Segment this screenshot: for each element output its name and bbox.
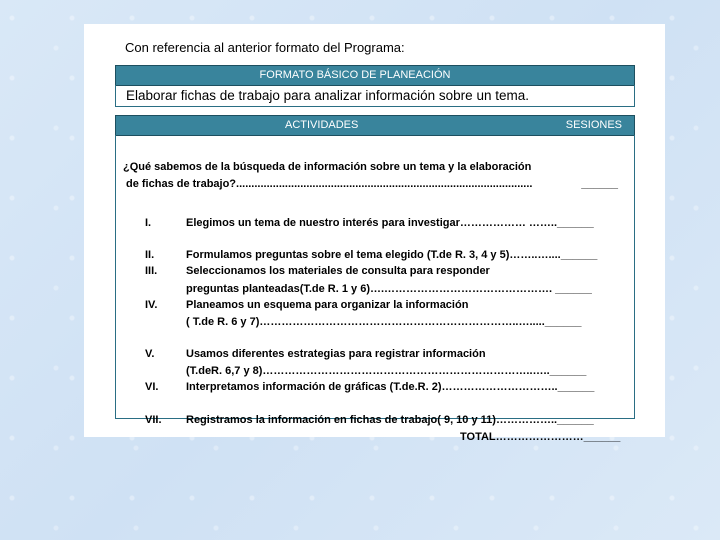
item-text-continued: preguntas planteadas(T.de R. 1 y 6)….………………………………………. ______ xyxy=(186,283,592,295)
item-text: Registramos la información en fichas de trabajo( 9, 10 y 11)……………..______ xyxy=(186,414,594,426)
item-number: III. xyxy=(145,265,158,277)
objective-text: Elaborar fichas de trabajo para analizar información sobre un tema. xyxy=(126,88,529,103)
item-number: IV. xyxy=(145,299,158,311)
activities-table xyxy=(115,135,635,443)
item-number: VII. xyxy=(145,414,162,426)
item-number: I. xyxy=(145,217,152,229)
format-banner-title: FORMATO BÁSICO DE PLANEACIÓN xyxy=(259,69,451,81)
guiding-question xyxy=(123,159,628,193)
question-blank: ______ xyxy=(581,178,618,190)
format-banner xyxy=(115,65,635,86)
slide xyxy=(84,24,665,443)
header-activities: ACTIVIDADES xyxy=(285,119,359,131)
item-text: Interpretamos información de gráficas (T.de.R. 2)…………………………..______ xyxy=(186,381,595,393)
header-sessions: SESIONES xyxy=(565,119,622,131)
item-text: Elegimos un tema de nuestro interés para investigar……………… ……..______ xyxy=(186,217,594,229)
question-line-1: ¿Qué sabemos de la búsqueda de información sobre un tema y la elaboración xyxy=(123,161,532,173)
item-number: VI. xyxy=(145,381,159,393)
intro-text: Con referencia al anterior formato del Programa: xyxy=(125,40,405,55)
item-number: II. xyxy=(145,249,155,261)
question-line-2 xyxy=(123,176,628,193)
objective-box xyxy=(115,85,635,107)
total-line: TOTAL……………………______ xyxy=(460,431,621,443)
item-text-continued: (T.deR. 6,7 y 8)………………………………………………………………..…..______ xyxy=(186,365,587,377)
item-text: Seleccionamos los materiales de consulta para responder xyxy=(186,265,490,277)
question-line-2-text: de fichas de trabajo?................................................................................................. xyxy=(126,178,533,190)
item-number: V. xyxy=(145,348,155,360)
item-text: Usamos diferentes estrategias para registrar información xyxy=(186,348,486,360)
item-text: Formulamos preguntas sobre el tema elegido (T.de R. 3, 4 y 5)……..…....______ xyxy=(186,249,598,261)
item-text-continued: ( T.de R. 6 y 7)……………………………………………………………..….....______ xyxy=(186,316,582,328)
item-text: Planeamos un esquema para organizar la información xyxy=(186,299,469,311)
table-header xyxy=(115,115,635,136)
